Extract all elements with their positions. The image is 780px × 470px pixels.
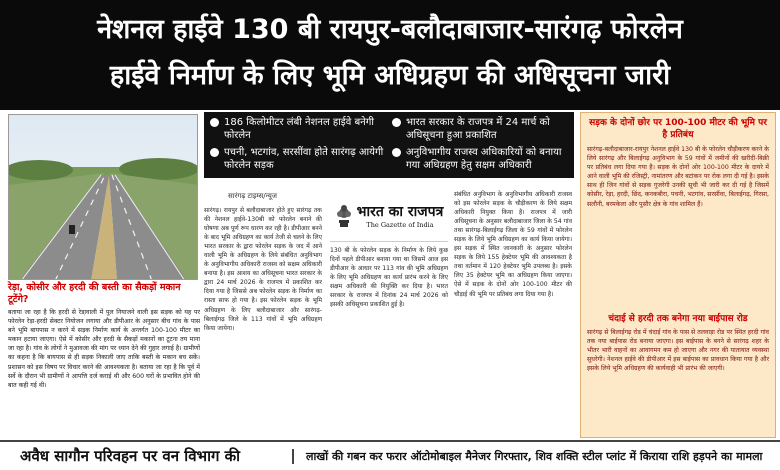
highlights-box <box>204 112 574 178</box>
highway-photo <box>8 114 198 280</box>
headline-line-2: हाईवे निर्माण के लिए भूमि अधिग्रहण की अधिसूचना जारी <box>109 60 671 91</box>
gazette-title-english: The Gazette of India <box>366 221 434 229</box>
sidebar-subtitle: चंदाई से हरदी तक बनेगा नया बाईपास रोड <box>608 314 748 324</box>
gazette-title-hindi: भारत का राजपत्र <box>356 204 444 220</box>
bottom-headline-left: अवैध सागौन परिवहन पर वन विभाग की <box>20 447 241 465</box>
highlight-item <box>210 146 386 172</box>
bottom-headlines <box>0 440 780 470</box>
article-column-1: सारंगढ़। रायपुर से बलौदाबाजार होते हुए सारंगढ़ तक की नेशनल हाईवे-130बी को फोरलेन बनाने की घोषणा अब पूर्ण रूप धारण कर रही है। डीपीआर बनने के बाद भूमि अधिग्रहण का कार्य तेजी से चलने के लिए भारत सरकार के द्वारा फोरलेन सड़क के जद में आने वाली भूमि के अधिग्रहण के लिये संबंधित अनुविभाग के अनुविभागीय अधिकारी राजस्व को सक्षम अधिकारी बनाया है। इस आशय का अधिसूचना भारत सरकार के द्वारा 24 मार्च 2026 के राजपत्र में प्रकाशित कर दिया गया है जिससे अब फोरलेन सड़क के निर्माण का रास्ता साफ हो गया है। इस फोरलेन सड़क के भूमि अधिग्रहण के लिए बलौदाबाजार और सारंगढ़-बिलाईगढ़ जिले के 113 गांवों में भूमि अधिग्रहण किया जायेगा। <box>204 207 322 332</box>
bullet-icon <box>210 148 219 157</box>
left-article-body: बताया जा रहा है कि हरदी से रेडा़वाली में पुल नियाजने वाली इस सड़क को यह पर फोरलेन रेड़ा-हरदी सेक्टर नियोजन लगाया और डीपीआर के अनुसार बीच गांव के पास बने भूमि बायपास न करने में सड़क निर्माण कार्य के अन्तर्गत 100-100 मीटर का मकान हटाया जाएगा। ऐसे में कोसीर और हरदी के सैकड़ों मकानों का टूटना तय माना जा रहा है। गांव के लोगों ने मुआवजा की मांग पर ध्यान देने की गुहार लगाई है। ग्रामीणों का कहना है कि बायपास से ही सड़क निकाली जाए ताकि बस्ती के मकान बच सकें। प्रशासन को इस विषय पर विचार करने की आवश्यकता है। बताया जा रहा है कि पूर्व में सर्वे के दौरान भी ग्रामीणों ने आपत्ति दर्ज कराई थी और 600 घरों के प्रभावित होने की बात कही गई थी। <box>8 309 200 389</box>
bullet-icon <box>210 118 219 127</box>
highlight-text: पचनी, भटगांव, सरसींवा होते सारंगढ़ आयेगी फोरलेन सड़क <box>224 147 384 171</box>
headline-line-1: नेशनल हाईवे 130 बी रायपुर-बलौदाबाजार-सारंगढ़ फोरलेन <box>97 14 683 45</box>
article-column-2: 130 बी के फोरलेन सड़क के निर्माण के लिये कुछ दिनों पहले डीपीआर बनाया गया था जिसमें आज इस डीपीआर के आधार पर 113 गांव की भूमि अधिग्रहण के लिए भूमि अधिग्रहण का कार्य प्रारंभ करने के लिए सक्षम अधिकारी की नियुक्ति कर दिया है। भारत सरकार के राजपत्र में दिनांक 24 मार्च 2026 को इसकी अधिसूचना प्रकाशित हुई है। <box>330 247 448 309</box>
gazette-logo <box>330 190 448 242</box>
photo-caption: रेड़ा, कोसीर और हरदी की बस्ती का सैकड़ों मकान टूटेंगे? <box>8 282 181 305</box>
national-emblem-icon <box>335 203 353 229</box>
highlight-text: भारत सरकार के राजपत्र में 24 मार्च को अधिसूचना हुआ प्रकाशित <box>406 117 550 141</box>
sidebar-article <box>580 112 776 438</box>
highlight-text: 186 किलोमीटर लंबी नेशनल हाईवे बनेगी फोरलेन <box>224 117 374 141</box>
highway-illustration <box>9 115 198 280</box>
highlight-item <box>392 116 568 142</box>
highlight-item <box>392 146 568 172</box>
sidebar-text-2: सारंगढ़ से बिलाईगढ़ रोड में चंदाई गांव के पास से तलवाड़ा रोड पर स्थित हरदी गांव तक नया बाईपास रोड बनाया जाएगा। इस बाईपास के बनने से सारंगढ़ शहर के भीतर भारी वाहनों का आवागमन कम हो जाएगा और नगर की यातायात व्यवस्था सुधरेगी। नेशनल हाईवे की डीपीआर में इस बाईपास का प्रावधान किया गया है और इसके लिये भूमि अधिग्रहण की कार्यवाही भी प्रारंभ की जाएगी। <box>587 329 769 373</box>
headline-banner <box>0 0 780 110</box>
byline: सारंगढ़ टाइम्स/न्यूज <box>228 192 277 200</box>
article-column-3: संबंधित अनुविभाग के अनुविभागीय अधिकारी राजस्व को इस फोरलेन सड़क के चौड़ीकरण के लिये सक्षम अधिकारी नियुक्त किया है। राजपत्र में जारी अधिसूचना के अनुसार बलौदाबाजार जिला के 54 गांव तथा सारंगढ़-बिलाईगढ़ जिला के 59 गांवों में फोरलेन सड़क के लिये भूमि अधिग्रहण का कार्य किया जायेगा। इस सड़क में स्थित जानकारी के अनुसार फोरलेन सड़क के लिये 155 हेक्टेयर भूमि की आवश्यकता है तथा वर्तमान में 120 हेक्टेयर भूमि उपलब्ध है। इसके लिए 35 हेक्टेयर भूमि का अधिग्रहण किया जाएगा। ऐसे में सड़क के दोनों ओर 100-100 मीटर की चौड़ाई की भूमि पर प्रतिबंध लगा दिया गया है। <box>454 191 572 298</box>
bullet-icon <box>392 118 401 127</box>
bottom-headline-right: लाखों की गबन कर फरार ऑटोमोबाइल मैनेजर गिरफ्तार, शिव शक्ति स्टील प्लांट में किराया राशि हड़पने का मामला <box>292 449 780 464</box>
sidebar-text: सारंगढ़-बलौदाबाजार-रायपुर नेशनल हाईवे 130 बी के फोरलेन चौड़ीकरण करने के लिये सारंगढ़ और बिलाईगढ़ अनुविभाग के 59 गांवों में जमीनों की खरीदी-बिक्री पर प्रतिबंध लगा दिया गया है। सड़क के दोनों ओर 100-100 मीटर के दायरे में आने वाली भूमि की रजिस्ट्री, नामांतरण और बटांकन पर रोक लगा दी गई है। इसके साथ ही जिन गांवों से सड़क गुजरेगी उनकी सूची भी जारी कर दी गई है जिसमें कोसीर, रेड़ा, हरदी, छिंद, कनकबीरा, पचनी, भटगांव, सरसींवा, बिलाईगढ़, गिरसा, सलौनी, बरमकेला और पुसौर क्षेत्र के गांव शामिल हैं। <box>587 146 769 208</box>
sidebar-title: सड़क के दोनों छोर पर 100-100 मीटर की भूमि पर है प्रतिबंध <box>589 118 767 140</box>
bullet-icon <box>392 148 401 157</box>
highlight-text: अनुविभागीय राजस्व अधिकारियों को बनाया गया अधिग्रहण हेतु सक्षम अधिकारी <box>406 147 562 171</box>
highlight-item <box>210 116 386 142</box>
